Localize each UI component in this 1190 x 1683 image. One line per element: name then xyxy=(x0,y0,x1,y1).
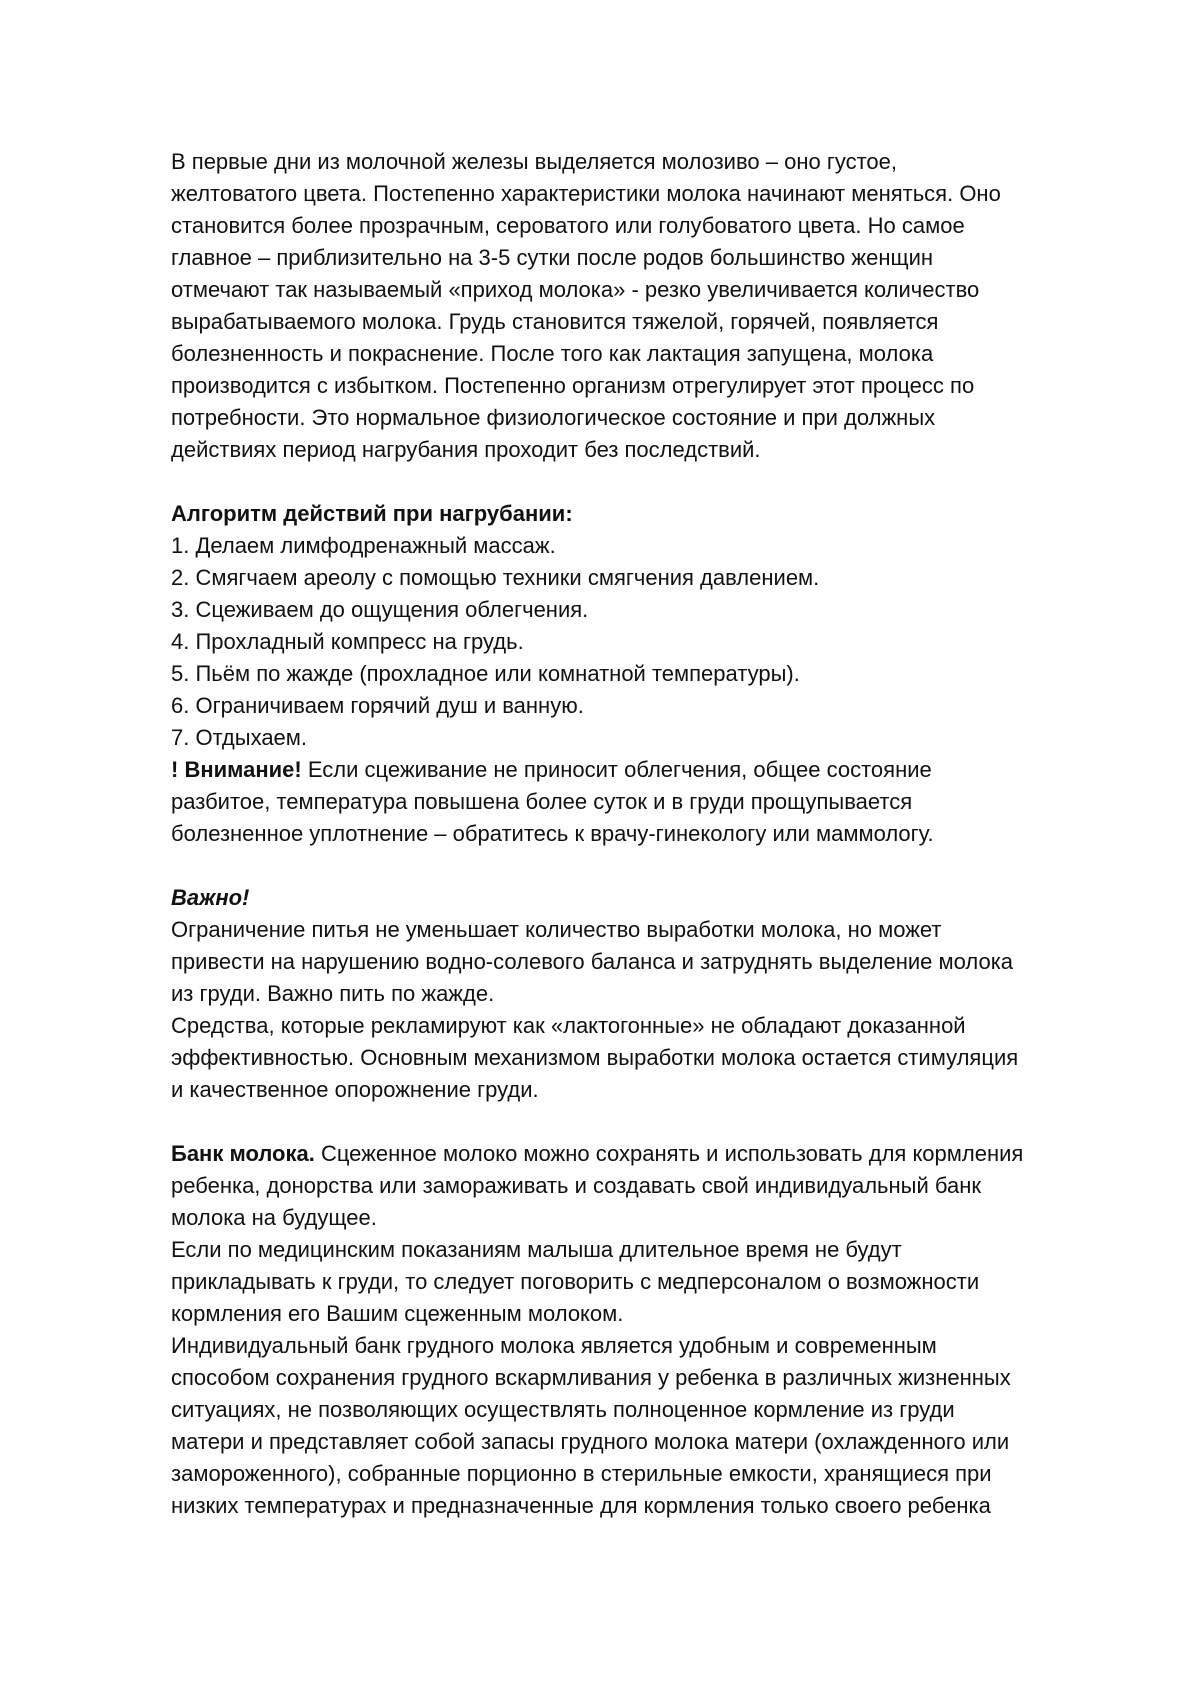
intro-paragraph xyxy=(171,146,1131,466)
text-line: молока на будущее. xyxy=(171,1205,377,1230)
algorithm-step: 2. Смягчаем ареолу с помощью техники смягчения давлением. xyxy=(171,565,820,590)
text-line: матери и представляет собой запасы грудного молока матери (охлажденного или xyxy=(171,1429,1010,1454)
text-line: замороженного), собранные порционно в стерильные емкости, хранящиеся при xyxy=(171,1461,992,1486)
algorithm-step: 4. Прохладный компресс на грудь. xyxy=(171,629,524,654)
text-line: кормления его Вашим сцеженным молоком. xyxy=(171,1301,624,1326)
algorithm-step: 3. Сцеживаем до ощущения облегчения. xyxy=(171,597,589,622)
text-line: становится более прозрачным, сероватого или голубоватого цвета. Но самое xyxy=(171,213,965,238)
important-section xyxy=(171,882,1131,1106)
text-line: болезненность и покраснение. После того как лактация запущена, молока xyxy=(171,341,934,366)
warning-line: разбитое, температура повышена более суток и в груди прощупывается xyxy=(171,789,913,814)
text-line: из груди. Важно пить по жажде. xyxy=(171,981,495,1006)
text-line: Ограничение питья не уменьшает количество выработки молока, но может xyxy=(171,917,942,942)
paragraph-gap xyxy=(171,1106,1131,1138)
text-line: отмечают так называемый «приход молока» - резко увеличивается количество xyxy=(171,277,980,302)
milk-bank-section xyxy=(171,1138,1131,1522)
algorithm-step: 7. Отдыхаем. xyxy=(171,725,308,750)
text-line: ребенка, донорства или замораживать и создавать свой индивидуальный банк xyxy=(171,1173,981,1198)
warning-line: болезненное уплотнение – обратитесь к врачу-гинекологу или маммологу. xyxy=(171,821,934,846)
algorithm-heading: Алгоритм действий при нагрубании: xyxy=(171,501,573,526)
text-line: и качественное опорожнение груди. xyxy=(171,1077,539,1102)
warning-text: Если сцеживание не приносит облегчения, общее состояние xyxy=(301,757,932,782)
text-line: потребности. Это нормальное физиологическое состояние и при должных xyxy=(171,405,936,430)
milk-bank-intro-text: Сцеженное молоко можно сохранять и использовать для кормления xyxy=(314,1141,1024,1166)
text-line: вырабатываемого молока. Грудь становится тяжелой, горячей, появляется xyxy=(171,309,939,334)
text-line: главное – приблизительно на 3-5 сутки после родов большинство женщин xyxy=(171,245,934,270)
text-line: действиях период нагрубания проходит без последствий. xyxy=(171,437,761,462)
paragraph-gap xyxy=(171,850,1131,882)
warning-label: ! Внимание! xyxy=(171,757,302,782)
paragraph-gap xyxy=(171,466,1131,498)
milk-bank-first-line xyxy=(171,1138,1131,1170)
text-line: эффективностью. Основным механизмом выработки молока остается стимуляция xyxy=(171,1045,1019,1070)
text-line: способом сохранения грудного вскармливания у ребенка в различных жизненных xyxy=(171,1365,1011,1390)
text-line: Если по медицинским показаниям малыша длительное время не будут xyxy=(171,1237,902,1262)
text-line: производится с избытком. Постепенно организм отрегулирует этот процесс по xyxy=(171,373,975,398)
text-line: низких температурах и предназначенные для кормления только своего ребенка xyxy=(171,1493,991,1518)
text-line: Средства, которые рекламируют как «лактогонные» не обладают доказанной xyxy=(171,1013,966,1038)
text-line: ситуациях, не позволяющих осуществлять полноценное кормление из груди xyxy=(171,1397,955,1422)
algorithm-step: 1. Делаем лимфодренажный массаж. xyxy=(171,533,556,558)
algorithm-section xyxy=(171,498,1131,850)
warning-line xyxy=(171,754,1131,786)
text-line: прикладывать к груди, то следует поговорить с медперсоналом о возможности xyxy=(171,1269,980,1294)
important-heading: Важно! xyxy=(171,885,250,910)
text-line: Индивидуальный банк грудного молока является удобным и современным xyxy=(171,1333,937,1358)
text-line: желтоватого цвета. Постепенно характеристики молока начинают меняться. Оно xyxy=(171,181,1001,206)
document-page xyxy=(171,146,1131,1522)
milk-bank-heading: Банк молока. xyxy=(171,1141,315,1166)
text-line: В первые дни из молочной железы выделяется молозиво – оно густое, xyxy=(171,149,898,174)
text-line: привести на нарушению водно-солевого баланса и затруднять выделение молока xyxy=(171,949,1014,974)
algorithm-step: 6. Ограничиваем горячий душ и ванную. xyxy=(171,693,584,718)
algorithm-step: 5. Пьём по жажде (прохладное или комнатной температуры). xyxy=(171,661,800,686)
